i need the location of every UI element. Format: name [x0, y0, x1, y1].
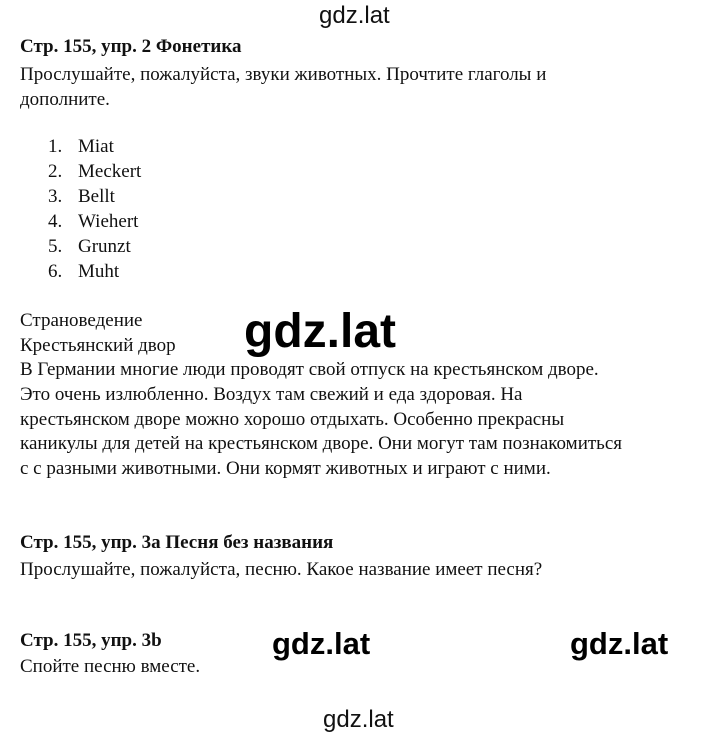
verb-list — [48, 134, 141, 284]
list-item — [48, 234, 141, 259]
watermark-middle: gdz.lat — [244, 305, 396, 358]
section2-paragraph-line: В Германии многие люди проводят свой отпуск на крестьянском дворе. — [20, 359, 599, 380]
list-item-text: Muht — [78, 261, 120, 282]
section2-paragraph-line: Это очень излюбленно. Воздух там свежий и еда здоровая. На — [20, 384, 523, 405]
list-item-text: Miat — [78, 136, 114, 157]
section4-text: Спойте песню вместе. — [20, 656, 201, 677]
list-item-number: 5. — [48, 236, 63, 257]
section1-instruction-line2: дополните. — [20, 89, 110, 110]
watermark-lower-left: gdz.lat — [272, 626, 371, 661]
section2-paragraph-line: с с разными животными. Они кормят животных и играют с ними. — [20, 458, 551, 479]
list-item — [48, 134, 141, 159]
section3-text: Прослушайте, пожалуйста, песню. Какое название имеет песня? — [20, 559, 543, 580]
watermark-top: gdz.lat — [319, 2, 390, 29]
list-item-number: 6. — [48, 261, 63, 282]
list-item-text: Wiehert — [78, 211, 139, 232]
section1-instruction-line1: Прослушайте, пожалуйста, звуки животных. Прочтите глаголы и — [20, 64, 547, 85]
section2-label: Страноведение — [20, 310, 143, 331]
list-item-number: 3. — [48, 186, 63, 207]
watermark-bottom: gdz.lat — [323, 706, 394, 733]
section1-heading: Стр. 155, упр. 2 Фонетика — [20, 36, 242, 57]
list-item-text: Meckert — [78, 161, 142, 182]
list-item-number: 4. — [48, 211, 63, 232]
section3-heading: Стр. 155, упр. 3a Песня без названия — [20, 532, 334, 553]
section2-paragraph-line: крестьянском дворе можно хорошо отдыхать. Особенно прекрасны — [20, 409, 565, 430]
list-item — [48, 184, 141, 209]
list-item — [48, 209, 141, 234]
section2-paragraph-line: каникулы для детей на крестьянском дворе. Они могут там познакомиться — [20, 433, 623, 454]
section4-heading: Стр. 155, упр. 3b — [20, 630, 162, 651]
list-item — [48, 259, 141, 284]
list-item-number: 2. — [48, 161, 63, 182]
list-item-text: Bellt — [78, 186, 115, 207]
section2-title: Крестьянский двор — [20, 335, 176, 356]
list-item-number: 1. — [48, 136, 63, 157]
list-item — [48, 159, 141, 184]
watermark-lower-right: gdz.lat — [570, 626, 669, 661]
list-item-text: Grunzt — [78, 236, 131, 257]
